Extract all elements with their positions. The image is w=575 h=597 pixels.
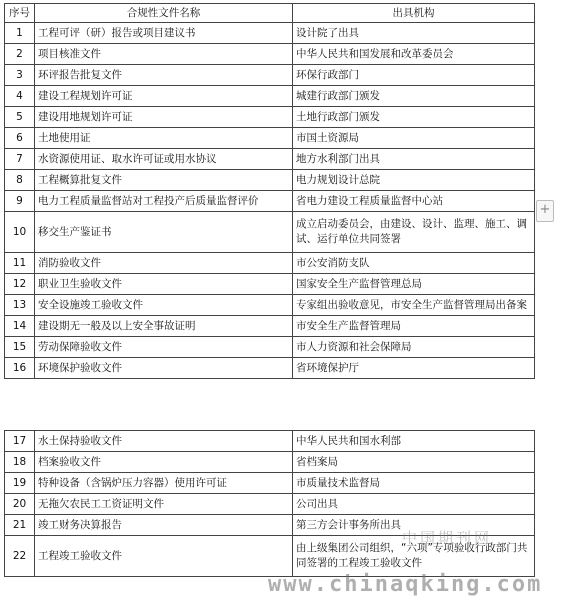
row-number: 5	[5, 107, 35, 128]
doc-name-cell: 工程竣工验收文件	[35, 536, 293, 577]
table-row	[5, 44, 535, 65]
doc-name-cell: 工程可评（研）报告或项目建议书	[35, 23, 293, 44]
watermark-text: 中国期刊网	[402, 529, 493, 547]
table-row	[5, 274, 535, 295]
issuer-cell: 地方水利部门出具	[293, 149, 535, 170]
issuer-cell: 设计院了出具	[293, 23, 535, 44]
issuer-cell: 中华人民共和国发展和改革委员会	[293, 44, 535, 65]
doc-name-cell: 土地使用证	[35, 128, 293, 149]
doc-name-cell: 建设期无一般及以上安全事故证明	[35, 316, 293, 337]
doc-name-cell: 环境保护验收文件	[35, 358, 293, 379]
table-row	[5, 358, 535, 379]
issuer-cell: 市人力资源和社会保障局	[293, 337, 535, 358]
issuer-cell: 市安全生产监督管理局	[293, 316, 535, 337]
header-doc-name: 合规性文件名称	[35, 4, 293, 23]
header-issuer: 出具机构	[293, 4, 535, 23]
row-number: 17	[5, 431, 35, 452]
row-number: 15	[5, 337, 35, 358]
row-number: 18	[5, 452, 35, 473]
issuer-cell: 省档案局	[293, 452, 535, 473]
doc-name-cell: 档案验收文件	[35, 452, 293, 473]
table-row	[5, 452, 535, 473]
table-row	[5, 170, 535, 191]
doc-name-cell: 工程概算批复文件	[35, 170, 293, 191]
table-row	[5, 65, 535, 86]
row-number: 16	[5, 358, 35, 379]
issuer-cell: 专家组出验收意见，市安全生产监督管理局出备案	[293, 295, 535, 316]
issuer-cell: 市质量技术监督局	[293, 473, 535, 494]
row-number: 10	[5, 212, 35, 253]
doc-name-cell: 环评报告批复文件	[35, 65, 293, 86]
table-row	[5, 212, 535, 253]
compliance-table-part1	[4, 3, 535, 379]
issuer-cell: 城建行政部门颁发	[293, 86, 535, 107]
table-row	[5, 473, 535, 494]
row-number: 11	[5, 253, 35, 274]
issuer-cell: 国家安全生产监督管理总局	[293, 274, 535, 295]
issuer-cell: 电力规划设计总院	[293, 170, 535, 191]
doc-name-cell: 无拖欠农民工工资证明文件	[35, 494, 293, 515]
row-number: 12	[5, 274, 35, 295]
doc-name-cell: 水土保持验收文件	[35, 431, 293, 452]
row-number: 9	[5, 191, 35, 212]
table-row	[5, 337, 535, 358]
row-number: 14	[5, 316, 35, 337]
table-row	[5, 191, 535, 212]
issuer-cell: 省电力建设工程质量监督中心站	[293, 191, 535, 212]
row-number: 7	[5, 149, 35, 170]
table-row	[5, 295, 535, 316]
row-number: 21	[5, 515, 35, 536]
table-row	[5, 253, 535, 274]
doc-name-cell: 移交生产鉴证书	[35, 212, 293, 253]
issuer-cell: 公司出具	[293, 494, 535, 515]
doc-name-cell: 电力工程质量监督站对工程投产后质量监督评价	[35, 191, 293, 212]
table-row	[5, 107, 535, 128]
doc-name-cell: 水资源使用证、取水许可证或用水协议	[35, 149, 293, 170]
row-number: 4	[5, 86, 35, 107]
row-number: 6	[5, 128, 35, 149]
add-row-button[interactable]: +	[536, 200, 554, 222]
issuer-cell: 成立启动委员会，由建设、设计、监理、施工、调试、运行单位共同签署	[293, 212, 535, 253]
issuer-cell: 土地行政部门颁发	[293, 107, 535, 128]
row-number: 20	[5, 494, 35, 515]
table-row	[5, 86, 535, 107]
issuer-cell: 省环境保护厅	[293, 358, 535, 379]
table-row	[5, 23, 535, 44]
issuer-cell: 环保行政部门	[293, 65, 535, 86]
row-number: 2	[5, 44, 35, 65]
doc-name-cell: 消防验收文件	[35, 253, 293, 274]
table-row	[5, 431, 535, 452]
compliance-table-part2	[4, 430, 535, 577]
issuer-cell: 第三方会计事务所出具	[293, 515, 535, 536]
row-number: 3	[5, 65, 35, 86]
table-row	[5, 128, 535, 149]
doc-name-cell: 建设工程规划许可证	[35, 86, 293, 107]
table-header-row	[5, 4, 535, 23]
issuer-cell: 市国土资源局	[293, 128, 535, 149]
doc-name-cell: 劳动保障验收文件	[35, 337, 293, 358]
doc-name-cell: 项目核准文件	[35, 44, 293, 65]
row-number: 8	[5, 170, 35, 191]
table-row	[5, 494, 535, 515]
row-number: 13	[5, 295, 35, 316]
row-number: 22	[5, 536, 35, 577]
issuer-cell: 中华人民共和国水利部	[293, 431, 535, 452]
issuer-cell: 市公安消防支队	[293, 253, 535, 274]
doc-name-cell: 竣工财务决算报告	[35, 515, 293, 536]
doc-name-cell: 建设用地规划许可证	[35, 107, 293, 128]
table-row	[5, 316, 535, 337]
doc-name-cell: 安全设施竣工验收文件	[35, 295, 293, 316]
watermark-url: www.chinaqking.com	[268, 572, 543, 597]
row-number: 1	[5, 23, 35, 44]
row-number: 19	[5, 473, 35, 494]
doc-name-cell: 特种设备（含锅炉压力容器）使用许可证	[35, 473, 293, 494]
issuer-cell: 由上级集团公司组织，“六项”专项验收行政部门共同签署的工程竣工验收文件	[293, 536, 535, 577]
table-row	[5, 149, 535, 170]
header-no: 序号	[5, 4, 35, 23]
doc-name-cell: 职业卫生验收文件	[35, 274, 293, 295]
